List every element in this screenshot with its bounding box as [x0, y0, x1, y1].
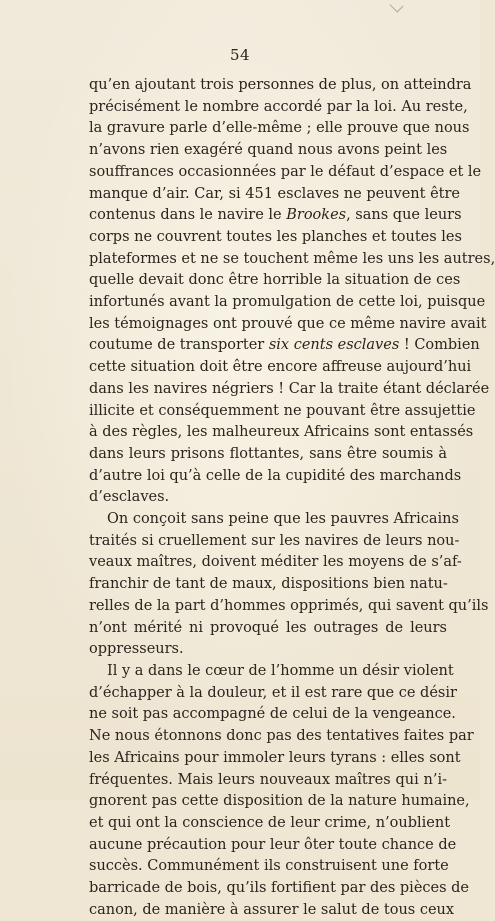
page-number: 54: [229, 46, 251, 64]
paragraph-1: [89, 75, 495, 509]
text-line: veaux maîtres, doivent méditer les moyens de s’af-: [89, 554, 462, 571]
text-line: n’ont mérité ni provoqué les outrages de leurs: [89, 619, 447, 636]
text-line: manque d’air. Car, si 451 esclaves ne peuvent être: [89, 185, 460, 202]
text-line: d’échapper à la douleur, et il est rare que ce désir: [89, 684, 457, 701]
paragraph-3: [89, 661, 474, 921]
text-line: les témoignages ont prouvé que ce même navire avait: [89, 315, 487, 332]
text-line: corps ne couvrent toutes les planches et toutes les: [89, 228, 462, 245]
text-line: qu’en ajoutant trois personnes de plus, on atteindra: [89, 77, 472, 93]
text-line: souffrances occasionnées par le défaut d’espace et le: [89, 163, 482, 180]
text-line: n’avons rien exagéré quand nous avons peint les: [89, 142, 448, 159]
text-line: d’autre loi qu’à celle de la cupidité des marchands: [89, 467, 462, 484]
paragraph-2: [89, 509, 489, 661]
page-corner-mark: [389, 0, 403, 13]
text-line: dans les navires négriers ! Car la traite étant déclarée: [89, 380, 490, 397]
page-body-text: [89, 75, 495, 921]
text-line: dans leurs prisons flottantes, sans être soumis à: [89, 445, 447, 462]
text-line: fréquentes. Mais leurs nouveaux maîtres qui n’i-: [89, 771, 447, 788]
text-line: coutume de transporter six cents esclaves ! Combien: [89, 337, 480, 354]
text-line: d’esclaves.: [89, 489, 170, 506]
text-line: On conçoit sans peine que les pauvres Africains: [107, 511, 459, 528]
text-line: les Africains pour immoler leurs tyrans : elles sont: [89, 749, 461, 766]
text-line: barricade de bois, qu’ils fortifient par des pièces de: [89, 880, 470, 897]
text-line: succès. Communément ils construisent une forte: [89, 858, 449, 875]
text-line: à des règles, les malheureux Africains sont entassés: [89, 424, 474, 441]
text-line: relles de la part d’hommes opprimés, qui savent qu’ils: [89, 597, 489, 614]
text-line: Ne nous étonnons donc pas des tentatives faites par: [89, 728, 474, 745]
text-line: illicite et conséquemment ne pouvant être assujettie: [89, 402, 476, 419]
text-line: traités si cruellement sur les navires de leurs nou-: [89, 532, 460, 549]
text-line: précisément le nombre accordé par la loi. Au reste,: [89, 98, 468, 115]
text-line: aucune précaution pour leur ôter toute chance de: [89, 836, 457, 853]
text-line: Il y a dans le cœur de l’homme un désir violent: [107, 662, 454, 679]
text-line: quelle devait donc être horrible la situation de ces: [89, 272, 461, 289]
text-line: plateformes et ne se touchent même les uns les autres,: [89, 250, 495, 267]
text-line: cette situation doit être encore affreuse aujourd’hui: [89, 359, 472, 376]
text-line: canon, de manière à assurer le salut de tous ceux: [89, 901, 455, 918]
text-line: contenus dans le navire le Brookes, sans que leurs: [89, 207, 462, 224]
text-line: gnorent pas cette disposition de la nature humaine,: [89, 793, 470, 810]
text-line: infortunés avant la promulgation de cette loi, puisque: [89, 294, 486, 311]
text-line: oppresseurs.: [89, 641, 184, 658]
text-line: la gravure parle d’elle-même ; elle prouve que nous: [89, 120, 470, 137]
text-line: ne soit pas accompagné de celui de la vengeance.: [89, 706, 456, 723]
text-line: et qui ont la conscience de leur crime, n’oublient: [89, 814, 451, 831]
text-line: franchir de tant de maux, dispositions bien natu-: [89, 576, 448, 593]
